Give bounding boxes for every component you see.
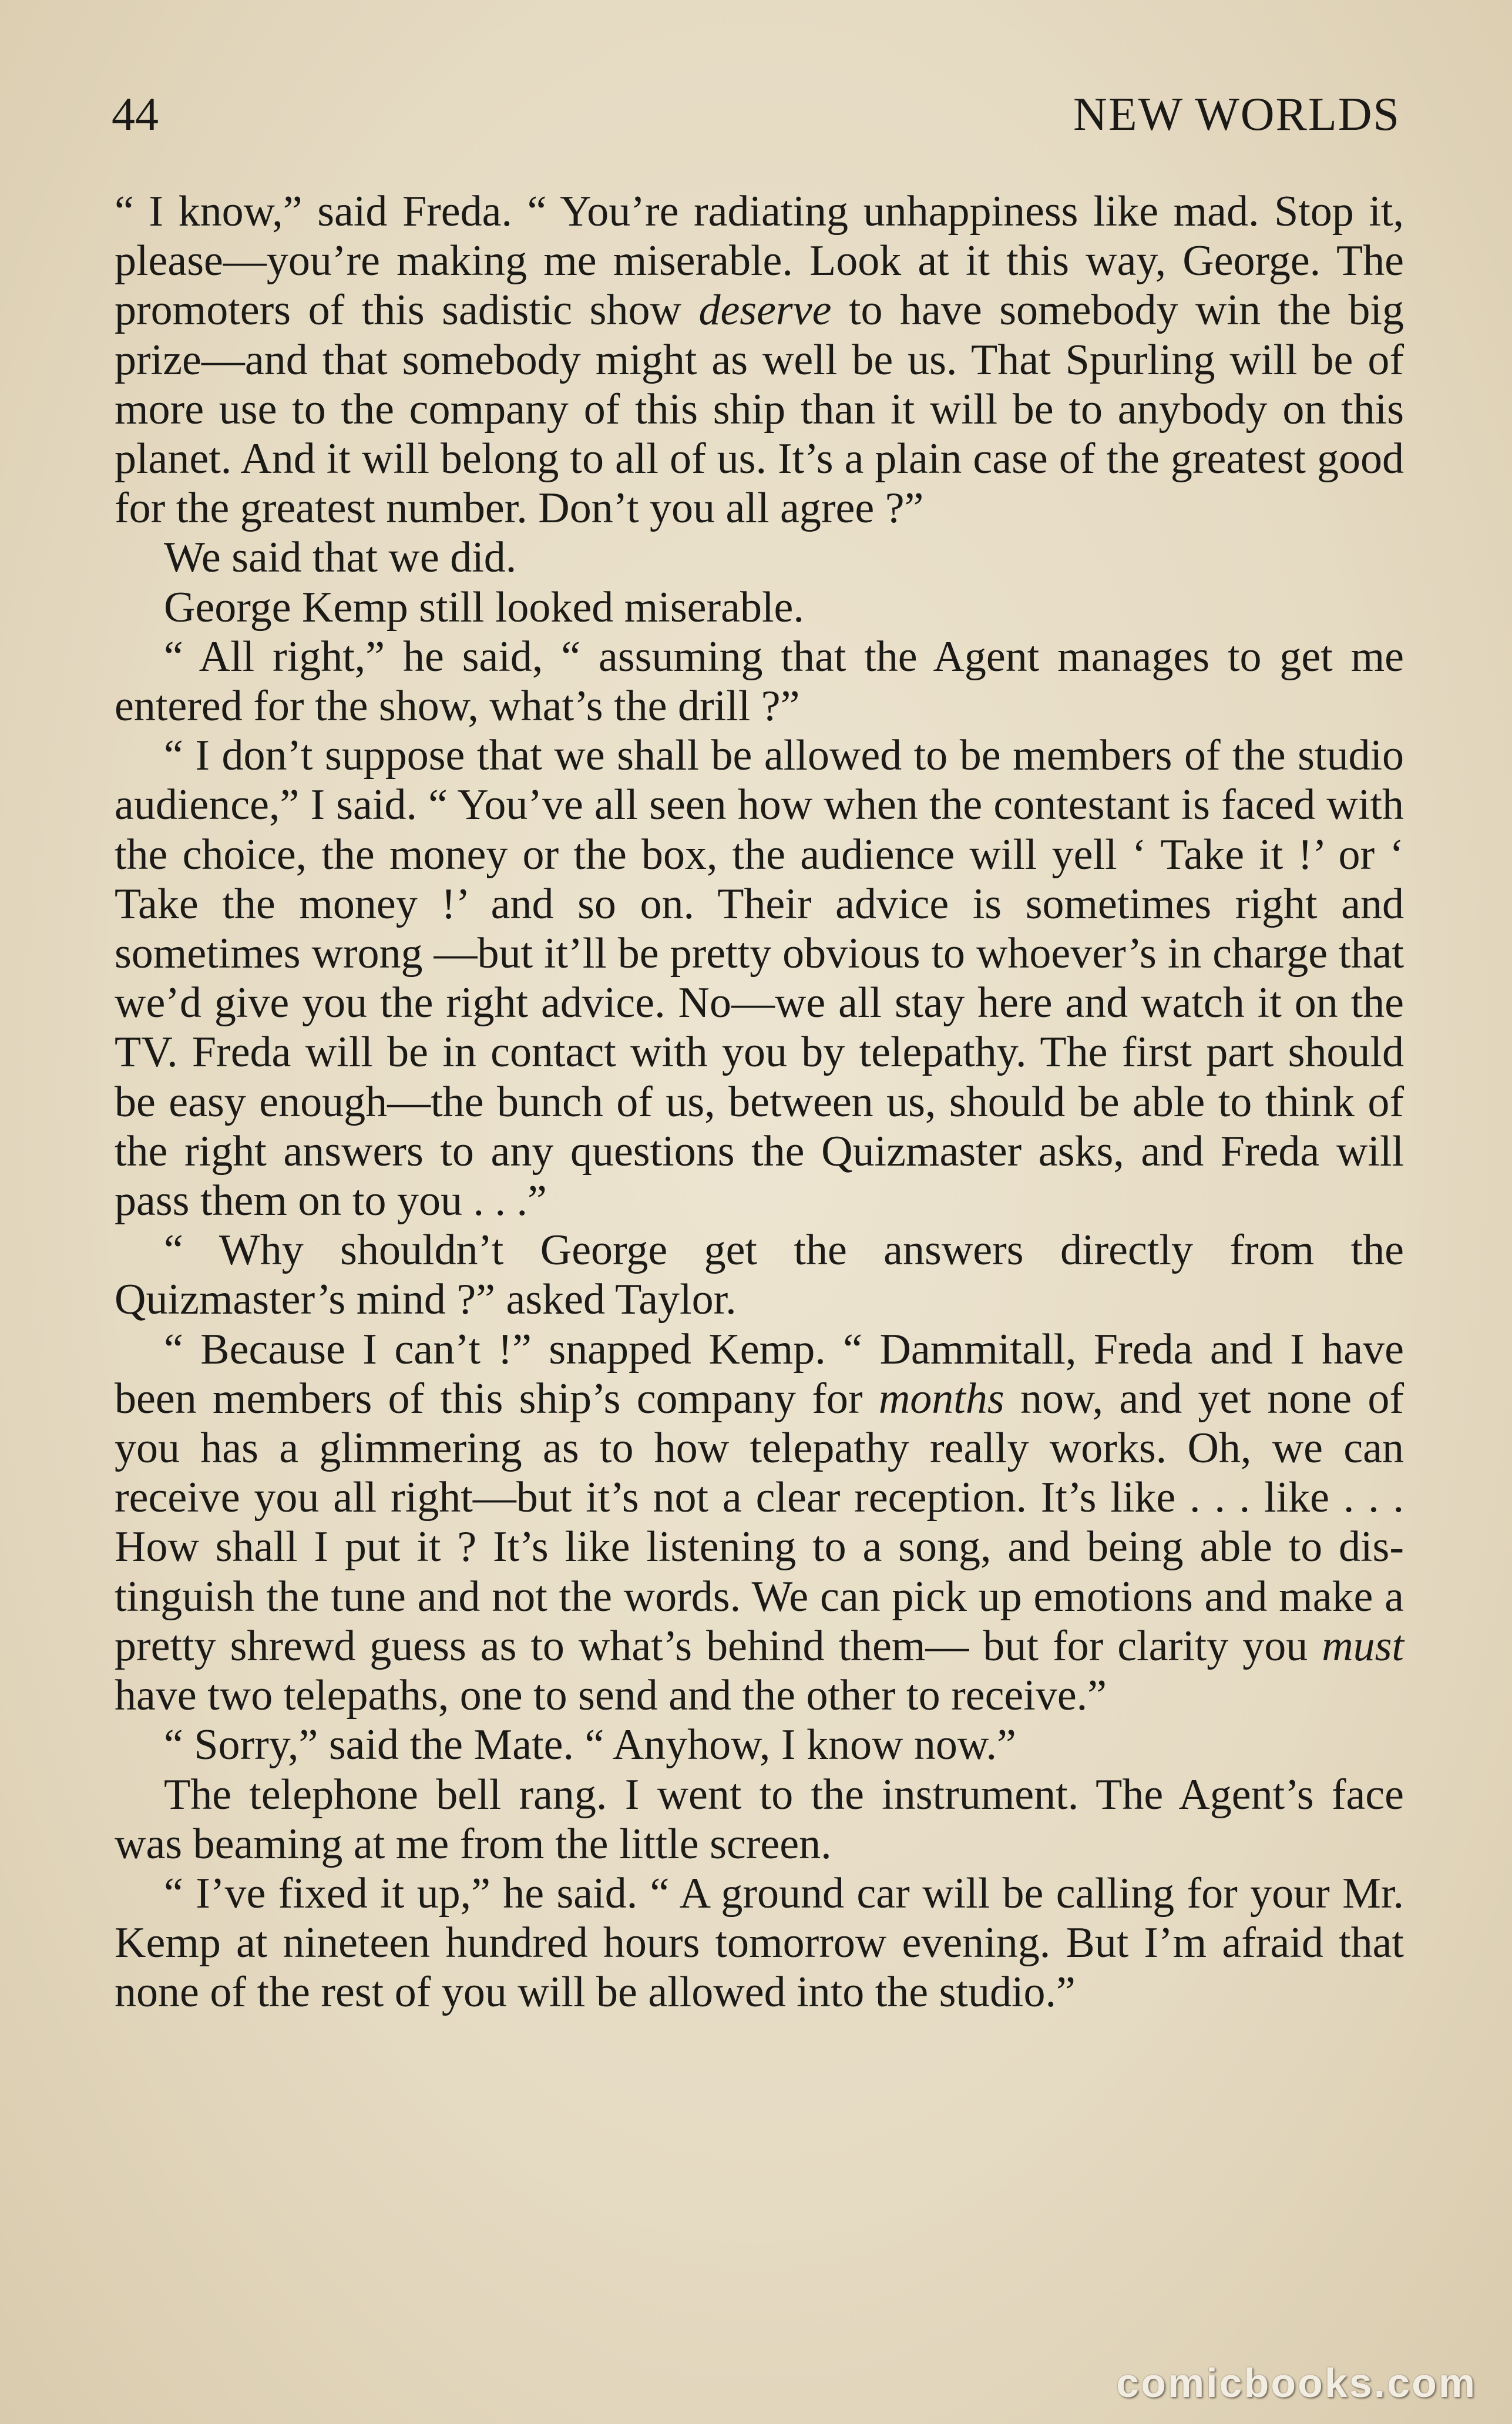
text-run: “ I’ve fixed it up,” he said. “ A ground car will be calling for your Mr. Kemp at nineteen hundred hours tomorrow evening. But I’m afraid that none of the rest of you will be allowed into the studio.”	[115, 1869, 1404, 2017]
text-run: “ Why shouldn’t George get the answers directly from the Quizmaster’s mind ?” asked Taylor.	[115, 1226, 1404, 1324]
paragraph	[115, 533, 1404, 582]
paragraph	[115, 583, 1404, 632]
text-run: have two telepaths, one to send and the other to receive.”	[115, 1671, 1107, 1720]
italic-text: must	[1322, 1621, 1404, 1670]
paragraph	[115, 1226, 1404, 1324]
italic-text: deserve	[698, 286, 832, 335]
text-run: “ Because I can’t !” snapped Kemp. “ Dammitall, Freda and I have been members of this ship’s company for	[115, 1325, 1404, 1423]
paragraph	[115, 731, 1404, 1226]
italic-text: months	[878, 1374, 1004, 1423]
text-run: “ I know,” said Freda. “ You’re radiating unhappiness like mad. Stop it, please—you’re making me miserable. Look at it this way, George. The promoters of this sadistic show	[115, 187, 1404, 335]
watermark: comicbooks.com	[1116, 2360, 1477, 2406]
text-run: now, and yet none of you has a glimmering as to how telepathy really works. Oh, we can receive you all right—but it’s not a clear reception. It’s like . . . like . . . How shall I put it ? It’s like listening to a song, and being able to distinguish the tune and not the words. We can pick up emotions and make a pretty shrewd guess as to what’s behind them— but for clarity you	[115, 1374, 1404, 1670]
paragraph	[115, 187, 1404, 533]
text-run: to have somebody win the big prize—and that somebody might as well be us. That Spurling will be of more use to the company of this ship than it will be to anybody on this planet. And it will belong to all of us. It’s a plain case of the greatest good for the greatest number. Don’t you all agree ?”	[115, 286, 1404, 533]
text-run: George Kemp still looked miserable.	[164, 583, 804, 632]
page-header	[112, 88, 1400, 153]
paragraph	[115, 1325, 1404, 1721]
body-text	[115, 187, 1404, 2017]
paragraph	[115, 632, 1404, 731]
text-run: “ I don’t suppose that we shall be allowed to be members of the studio audience,” I said. “ You’ve all seen how when the contestant is faced with the choice, the money or the box, the audience will yell ‘ Take it !’ or ‘ Take the money !’ and so on. Their advice is sometimes right and sometimes wrong —but it’ll be pretty obvious to whoever’s in charge that we’d give you the right advice. No—we all stay here and watch it on the TV. Freda will be in contact with you by telepathy. The first part should be easy enough—the bunch of us, between us, should be able to think of the right answers to any questions the Quizmaster asks, and Freda will pass them on to you . . .”	[115, 731, 1404, 1226]
page-number: 44	[112, 89, 159, 140]
paragraph	[115, 1720, 1404, 1770]
text-run: We said that we did.	[164, 533, 517, 582]
paragraph	[115, 1770, 1404, 1869]
text-run: The telephone bell rang. I went to the instrument. The Agent’s face was beaming at me from the little screen.	[115, 1770, 1404, 1868]
text-run: “ Sorry,” said the Mate. “ Anyhow, I know now.”	[164, 1721, 1016, 1770]
text-run: “ All right,” he said, “ assuming that the Agent manages to get me entered for the show, what’s the drill ?”	[115, 632, 1404, 731]
running-head: NEW WORLDS	[1073, 89, 1400, 140]
paragraph	[115, 1869, 1404, 2017]
